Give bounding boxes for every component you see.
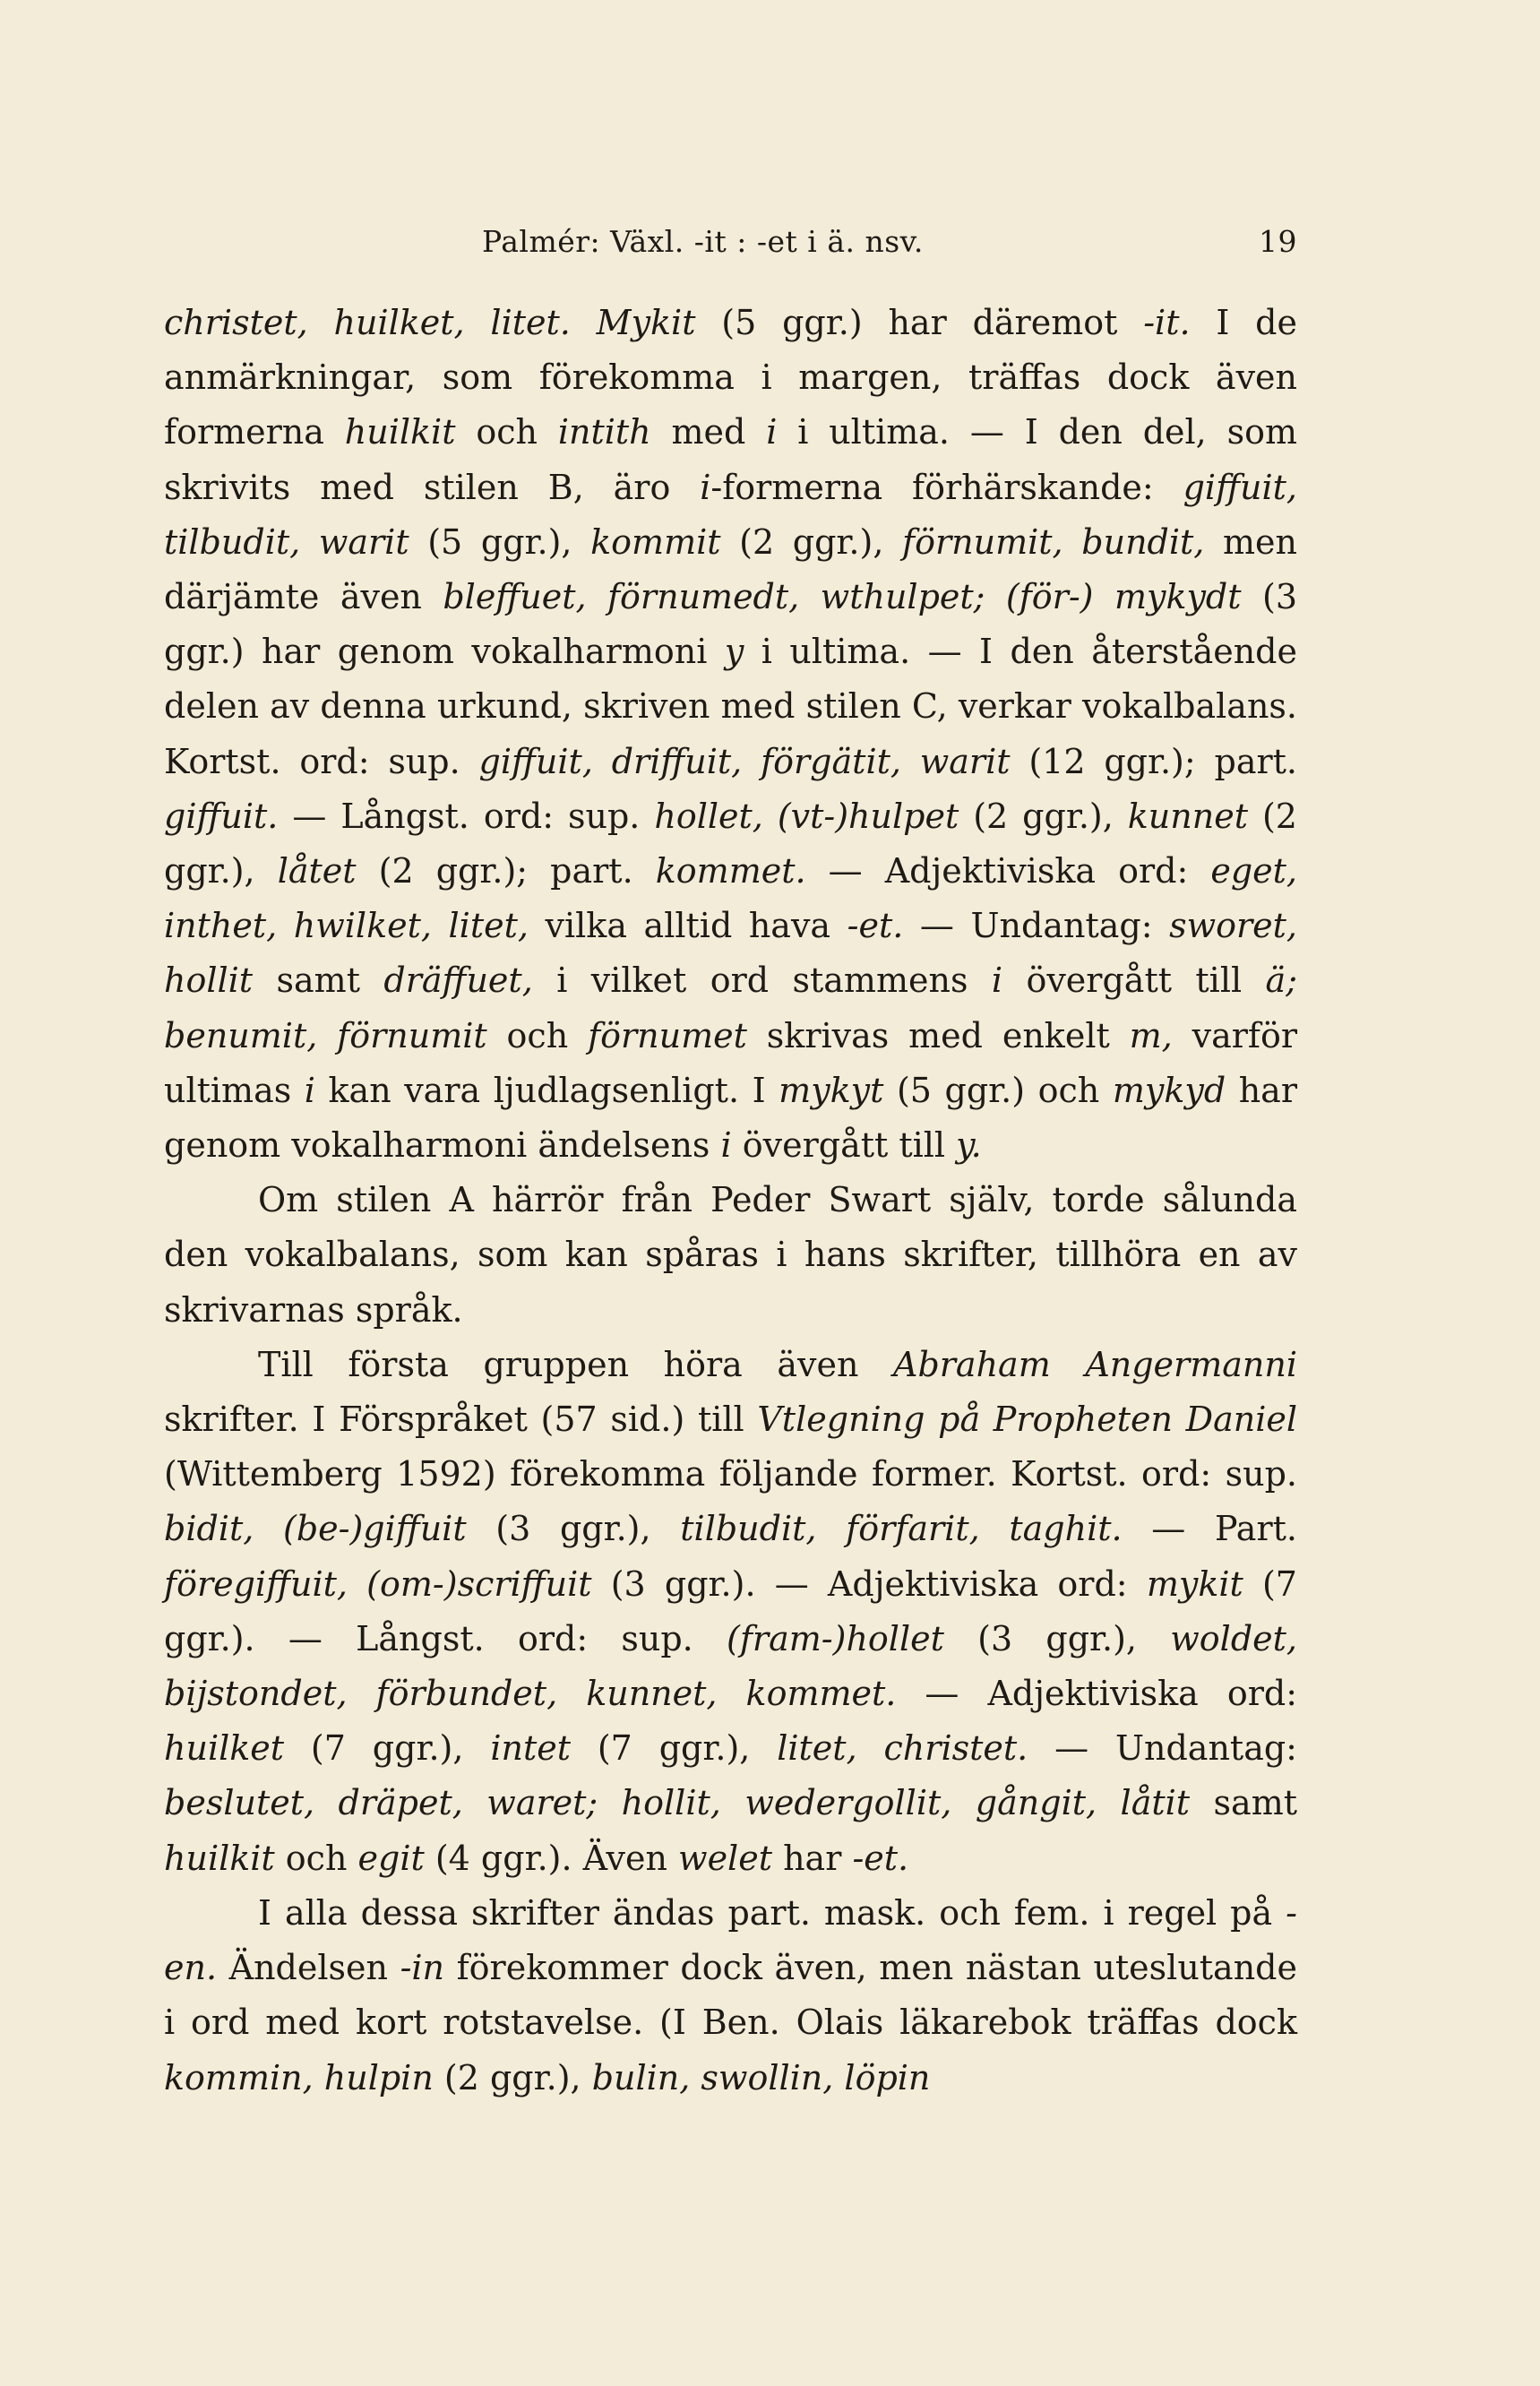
italic-text: kommet.	[655, 851, 806, 892]
italic-text: mykyd	[1112, 1070, 1226, 1110]
text-run: övergått till	[731, 1125, 957, 1166]
text-run: — Adjektiviska ord:	[896, 1674, 1297, 1714]
italic-text: förnumit, bundit,	[902, 521, 1205, 562]
text-run: (7 ggr.),	[284, 1728, 491, 1769]
text-run: skrifter. I Förspråket (57 sid.) till	[164, 1400, 758, 1440]
body-text	[164, 296, 1297, 2106]
italic-text: (fram-)hollet	[727, 1618, 944, 1658]
italic-text: tilbudit, förfarit, taghit.	[680, 1509, 1123, 1549]
italic-text: benumit, förnumit	[164, 1015, 487, 1055]
italic-text: kommit	[590, 521, 721, 562]
italic-text: i	[991, 960, 1003, 1001]
text-run: (7 ggr.),	[570, 1728, 778, 1769]
italic-text: m,	[1129, 1015, 1173, 1055]
italic-text: -en.	[164, 1892, 1297, 1988]
italic-text: egit	[357, 1838, 425, 1878]
text-run: samt	[1190, 1783, 1297, 1823]
text-run: Om stilen A härrör från Peder Swart själv, torde sålunda den vokalbalans, som kan spåras i hans skrifter, tillhöra en av skrivarnas språk.	[164, 1180, 1297, 1330]
italic-text: ä;	[1265, 960, 1298, 1001]
text-run: Till första gruppen höra även	[258, 1344, 893, 1384]
text-run: (2 ggr.),	[720, 521, 903, 562]
text-run: i vilket ord stammens	[532, 960, 992, 1001]
italic-text: eget, inthet, hwilket, litet,	[164, 851, 1298, 946]
text-run: i ultima. — I den del, som skrivits med stilen B, äro	[164, 412, 1298, 507]
paragraph	[164, 1886, 1297, 2106]
text-run: I de anmärkningar, som förekomma i margen, träffas dock även formerna	[164, 303, 1297, 452]
italic-text: Abraham Angermanni	[893, 1344, 1297, 1384]
italic-text: sworet, hollit	[164, 906, 1298, 1001]
text-run: (3 ggr.),	[943, 1618, 1171, 1658]
italic-text: giffuit, driffuit, förgätit, warit	[478, 741, 1011, 781]
italic-text: huilkit	[164, 1838, 275, 1878]
text-run: och	[486, 1015, 589, 1055]
italic-text: kommin, hulpin	[164, 2057, 434, 2097]
italic-text: woldet, bijstondet, förbundet, kunnet, kommet.	[164, 1618, 1298, 1714]
text-run: (7 ggr.). — Långst. ord: sup.	[164, 1563, 1297, 1658]
italic-text: mykyt	[779, 1070, 884, 1110]
text-run: (2 ggr.),	[433, 2057, 592, 2097]
italic-text: -in	[400, 1948, 445, 1988]
text-run: (5 ggr.) har däremot	[695, 303, 1144, 342]
italic-text: Vtlegning på Propheten Daniel	[757, 1400, 1297, 1440]
text-run: I alla dessa skrifter ändas part. mask. och fem. i regel på	[258, 1892, 1286, 1933]
text-run: skrivas med enkelt	[746, 1015, 1130, 1055]
italic-text: i	[766, 412, 778, 452]
italic-text: christet, huilket, litet.	[164, 303, 571, 342]
text-run: Ändelsen	[217, 1948, 400, 1988]
italic-text: -et.	[852, 1838, 909, 1878]
italic-text: mykit	[1146, 1563, 1243, 1604]
text-run: samt	[253, 960, 384, 1001]
italic-text: giffuit, tilbudit, warit	[164, 467, 1297, 562]
italic-text: kunnet	[1127, 796, 1248, 836]
italic-text: y.	[956, 1125, 982, 1166]
italic-text: intet	[490, 1728, 571, 1769]
text-run: (3 ggr.),	[466, 1509, 681, 1549]
text-run	[571, 303, 597, 342]
text-run: — Adjektiviska ord:	[805, 851, 1211, 892]
italic-text: bulin, swollin, löpin	[591, 2057, 931, 2097]
paragraph	[164, 1338, 1297, 1886]
text-run: (4 ggr.). Även	[424, 1838, 679, 1878]
italic-text: i	[700, 467, 711, 507]
running-head: Palmér: Växl. -it : -et i ä. nsv.	[482, 224, 924, 259]
text-run: (3 ggr.). — Adjektiviska ord:	[591, 1563, 1147, 1604]
text-run: övergått till	[1002, 960, 1266, 1001]
text-run: (5 ggr.) och	[883, 1070, 1113, 1110]
page-number: 19	[1259, 224, 1297, 259]
text-run: har	[771, 1838, 853, 1878]
paragraph	[164, 1173, 1297, 1338]
text-run: — Långst. ord: sup.	[278, 796, 655, 836]
italic-text: y	[724, 632, 744, 672]
italic-text: litet, christet.	[777, 1728, 1028, 1769]
italic-text: welet	[678, 1838, 772, 1878]
italic-text: föregiffuit, (om-)scriffuit	[164, 1563, 592, 1604]
italic-text: huilkit	[344, 412, 456, 452]
italic-text: Mykit	[596, 303, 696, 342]
text-run: i ultima. — I den återstående delen av denna urkund, skriven med stilen C, verkar vokalbalans. Kortst. ord: sup.	[164, 632, 1297, 781]
text-run: (3 ggr.) har genom vokalharmoni	[164, 577, 1297, 672]
text-run: (5 ggr.),	[409, 521, 591, 562]
text-run: (2 ggr.),	[164, 796, 1297, 892]
text-run: (2 ggr.); part.	[356, 851, 656, 892]
text-run: — Part.	[1122, 1509, 1297, 1549]
italic-text: -it.	[1143, 303, 1191, 342]
italic-text: giffuit.	[164, 796, 279, 836]
italic-text: dräffuet,	[383, 960, 533, 1001]
text-run: kan vara ljudlagsenligt. I	[314, 1070, 779, 1110]
text-run: — Undantag:	[1028, 1728, 1297, 1769]
italic-text: i	[720, 1125, 732, 1166]
italic-text: hollet, (vt-)hulpet	[654, 796, 959, 836]
text-run: har genom vokalharmoni ändelsens	[164, 1070, 1298, 1166]
text-run: (12 ggr.); part.	[1010, 741, 1297, 781]
text-run: förekommer dock även, men nästan uteslutande i ord med kort rotstavelse. (I Ben. Olais läkarebok träffas dock	[164, 1948, 1297, 2043]
italic-text: bleffuet, förnumedt, wthulpet; (för-) mykydt	[443, 577, 1242, 617]
text-run: -formerna förhärskande:	[710, 467, 1183, 507]
text-run: och	[274, 1838, 358, 1878]
text-run: och	[455, 412, 558, 452]
text-run: (Wittemberg 1592) förekomma följande former. Kortst. ord: sup.	[164, 1454, 1297, 1494]
text-run: varför ultimas	[164, 1015, 1297, 1110]
text-run: — Undantag:	[903, 906, 1170, 946]
italic-text: -et.	[847, 906, 904, 946]
italic-text: intith	[557, 412, 651, 452]
text-run: vilka alltid hava	[528, 906, 847, 946]
italic-text: i	[304, 1070, 315, 1110]
italic-text: beslutet, dräpet, waret; hollit, wedergollit, gångit, låtit	[164, 1783, 1191, 1823]
italic-text: låtet	[277, 851, 357, 892]
italic-text: huilket	[164, 1728, 285, 1769]
text-run: (2 ggr.),	[959, 796, 1128, 836]
text-run: med	[650, 412, 767, 452]
italic-text: bidit, (be-)giffuit	[164, 1509, 467, 1549]
italic-text: förnumet	[588, 1015, 747, 1055]
paragraph	[164, 296, 1297, 1173]
text-run: men därjämte även	[164, 521, 1297, 617]
